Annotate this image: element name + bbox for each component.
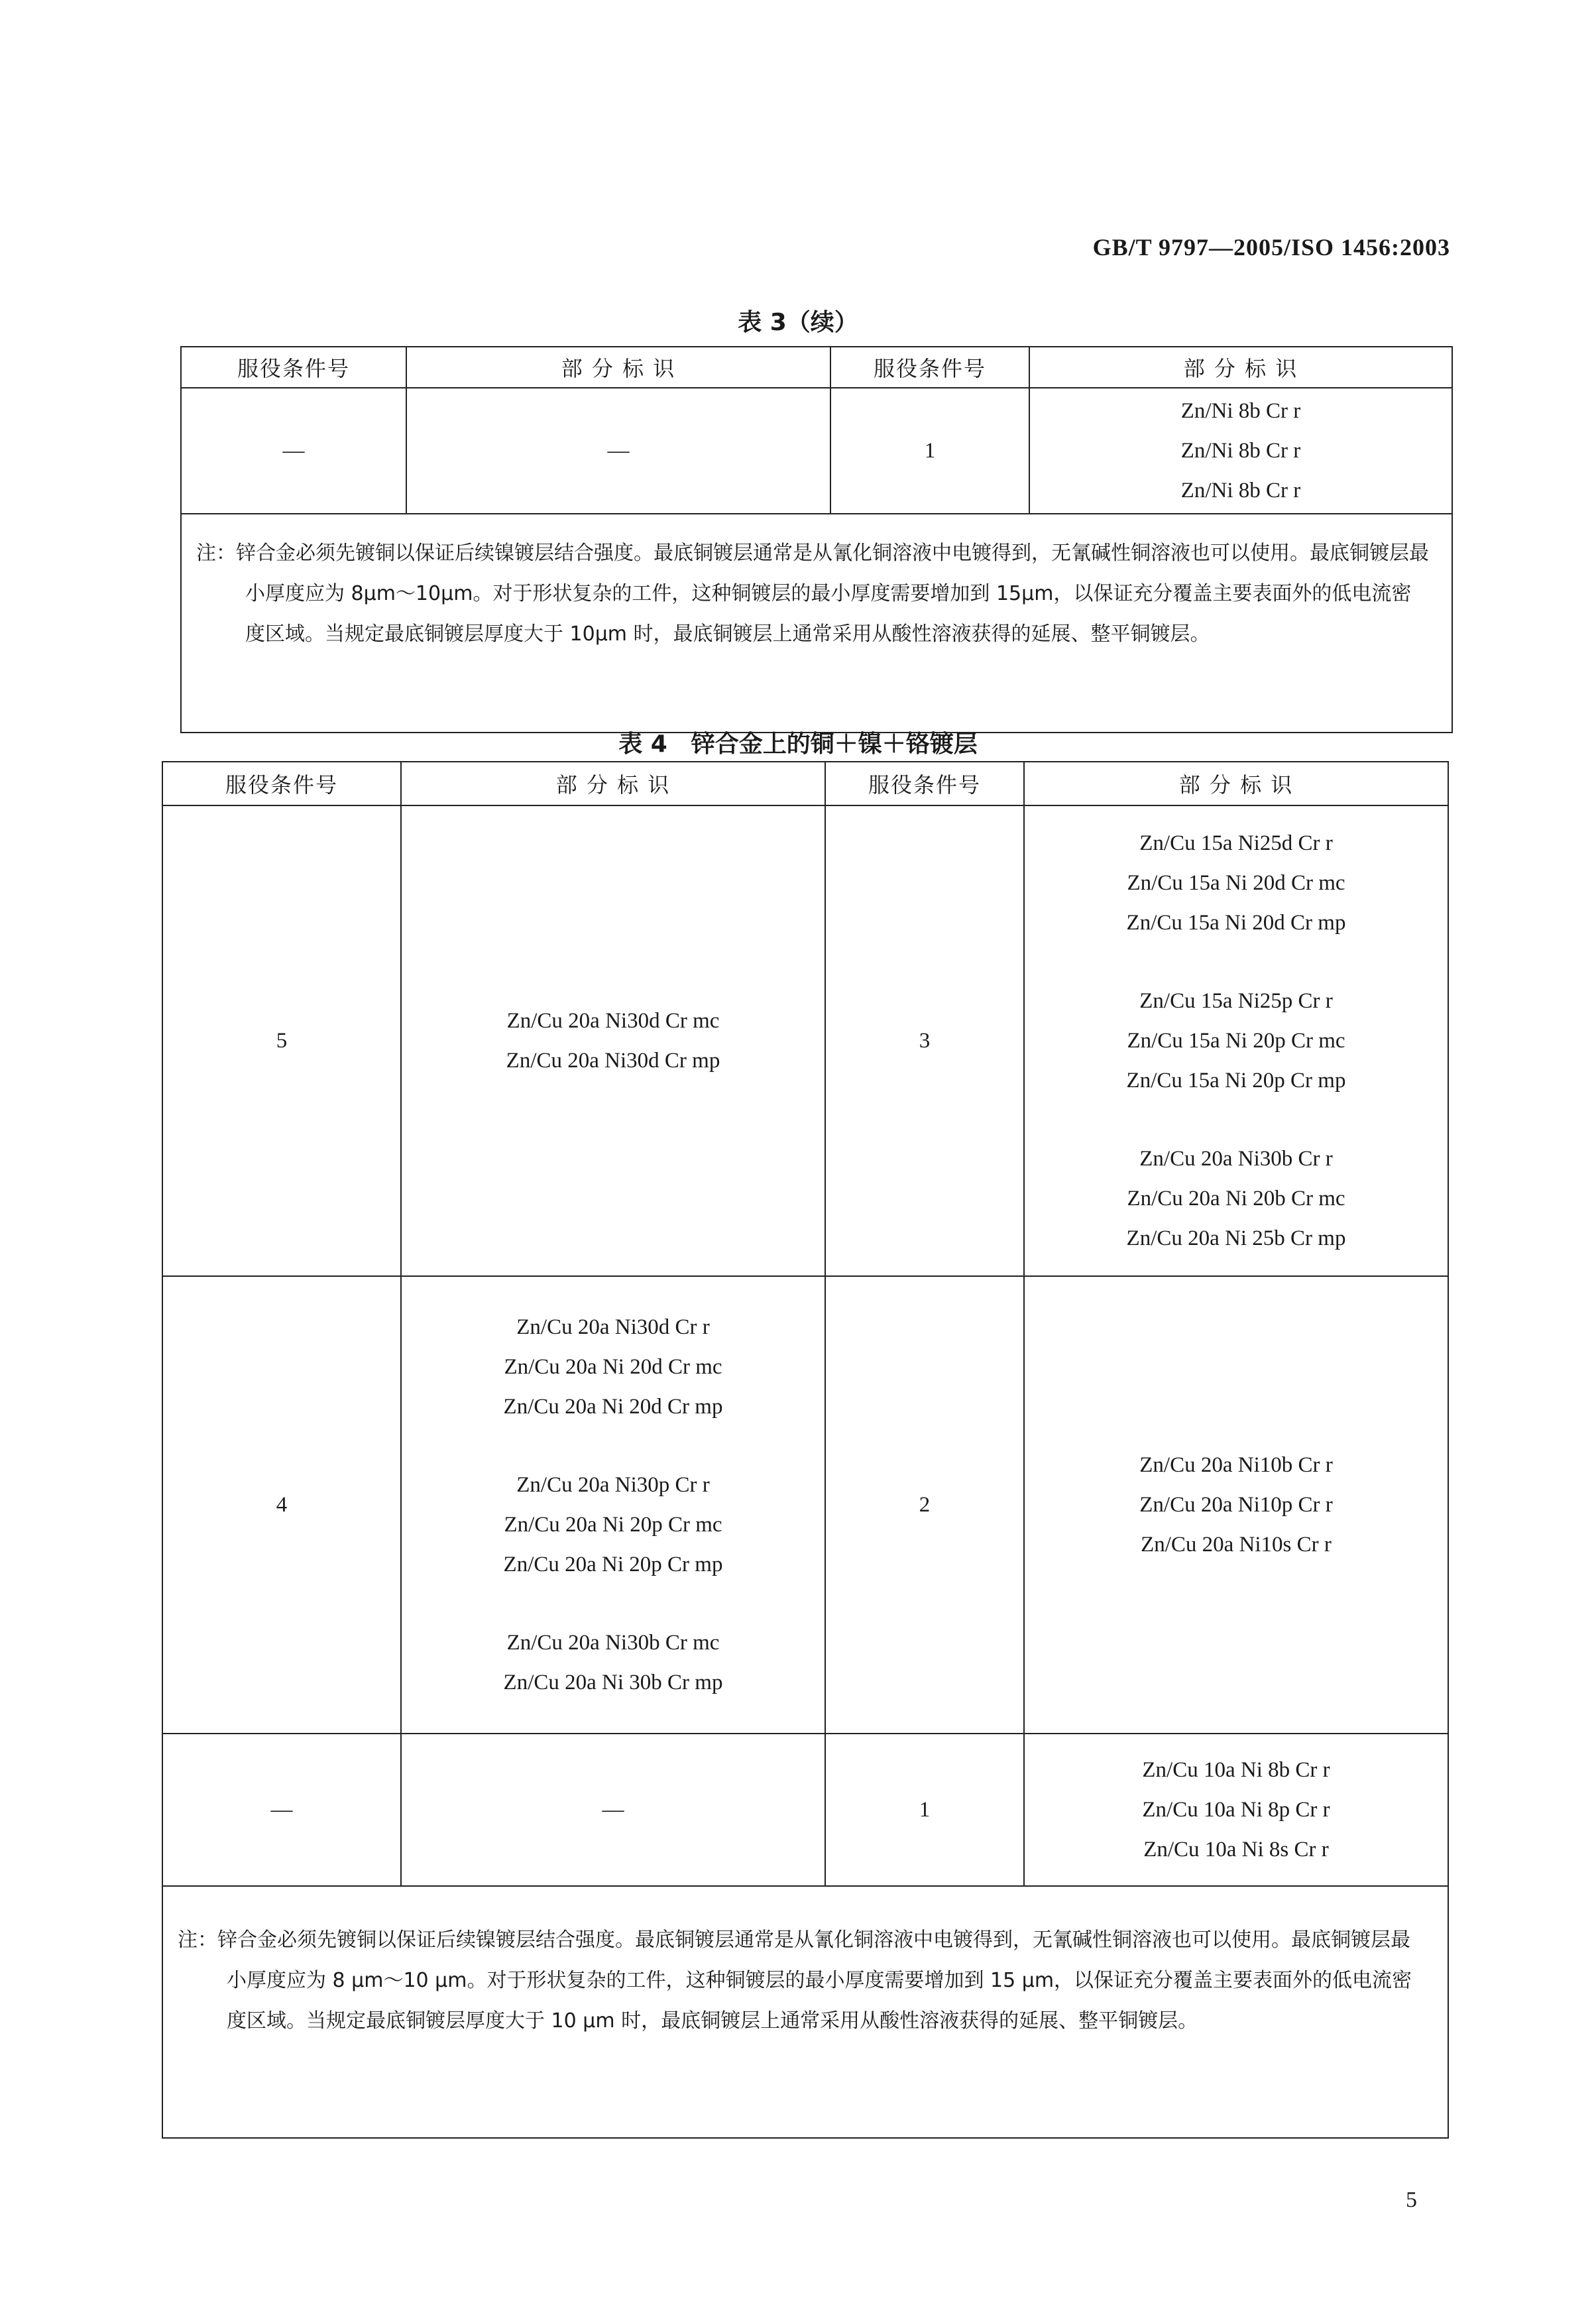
designation-line: Zn/Cu 10a Ni 8s Cr r — [1143, 1838, 1329, 1862]
table3-caption: 表 3（续） — [738, 309, 858, 336]
table3 — [180, 346, 1453, 733]
table3-left-designation: — — [406, 388, 830, 514]
table4-row3-right-service-condition: 1 — [825, 1734, 1024, 1886]
designation-group — [402, 1001, 825, 1081]
table3-header-service-condition-left: 服役条件号 — [181, 347, 406, 388]
designation-line: Zn/Cu 15a Ni 20d Cr mc — [1127, 871, 1345, 895]
table4-row3-right-designation — [1024, 1734, 1448, 1886]
designation-line: Zn/Cu 20a Ni 20b Cr mc — [1127, 1187, 1345, 1211]
designation-line: Zn/Cu 20a Ni30b Cr mc — [506, 1631, 720, 1655]
designation-line: Zn/Cu 20a Ni 30b Cr mp — [503, 1671, 723, 1694]
table4-row1-right-designation — [1024, 805, 1448, 1276]
designation-line: Zn/Cu 20a Ni30d Cr mp — [506, 1049, 720, 1073]
table3-header-partial-designation-left: 部 分 标 识 — [406, 347, 830, 388]
designation-line: Zn/Cu 15a Ni25d Cr r — [1139, 831, 1333, 855]
table4-row3-left-service-condition: — — [162, 1734, 401, 1886]
designation-line: Zn/Ni 8b Cr r — [1180, 479, 1301, 503]
designation-line: Zn/Cu 20a Ni30d Cr r — [516, 1315, 710, 1339]
table4-row1-left-designation — [401, 805, 825, 1276]
designation-line: Zn/Cu 20a Ni 20d Cr mp — [503, 1395, 723, 1419]
designation-group — [402, 1307, 825, 1427]
designation-line: Zn/Cu 10a Ni 8p Cr r — [1142, 1798, 1330, 1822]
designation-group — [1025, 823, 1448, 943]
table4-row1-left-service-condition: 5 — [162, 805, 401, 1276]
table4-row3-left-designation: — — [401, 1734, 825, 1886]
designation-line: Zn/Cu 20a Ni30d Cr mc — [506, 1009, 720, 1033]
designation-line: Zn/Cu 20a Ni10s Cr r — [1141, 1533, 1332, 1557]
designation-line: Zn/Cu 20a Ni 20p Cr mp — [503, 1553, 723, 1576]
table4-row2-right-service-condition: 2 — [825, 1276, 1024, 1734]
table4-caption: 表 4 锌合金上的铜＋镍＋铬镀层 — [618, 731, 978, 758]
table3-header-service-condition-right: 服役条件号 — [830, 347, 1029, 388]
designation-line: Zn/Cu 15a Ni25p Cr r — [1139, 989, 1333, 1013]
standard-number: GB/T 9797—2005/ISO 1456:2003 — [1092, 234, 1450, 261]
designation-line: Zn/Cu 20a Ni 25b Cr mp — [1126, 1226, 1346, 1250]
designation-line: Zn/Cu 15a Ni 20d Cr mp — [1126, 911, 1346, 935]
table4 — [162, 761, 1449, 2139]
table4-header-service-condition-left: 服役条件号 — [162, 762, 401, 805]
table4-row2-left-designation — [401, 1276, 825, 1734]
table4-header-service-condition-right: 服役条件号 — [825, 762, 1024, 805]
designation-line: Zn/Cu 20a Ni 20p Cr mc — [504, 1513, 722, 1537]
designation-group — [1025, 1445, 1448, 1565]
designation-line: Zn/Cu 20a Ni30p Cr r — [516, 1473, 710, 1497]
designation-line: Zn/Cu 20a Ni 20d Cr mc — [504, 1355, 722, 1379]
designation-group — [402, 1465, 825, 1584]
table4-header-partial-designation-left: 部 分 标 识 — [401, 762, 825, 805]
designation-line: Zn/Cu 20a Ni10p Cr r — [1139, 1493, 1333, 1517]
designation-group — [1025, 981, 1448, 1100]
table3-left-service-condition: — — [181, 388, 406, 514]
designation-line: Zn/Cu 20a Ni10b Cr r — [1139, 1453, 1333, 1477]
designation-line: Zn/Cu 15a Ni 20p Cr mc — [1127, 1029, 1345, 1053]
table3-header-partial-designation-right: 部 分 标 识 — [1029, 347, 1452, 388]
table3-note: 注：锌合金必须先镀铜以保证后续镍镀层结合强度。最底铜镀层通常是从氰化铜溶液中电镀得到，无氰碱性铜溶液也可以使用。最底铜镀层最小厚度应为 8μm～10μm。对于形状复杂的工件，这种铜镀层的最小厚度需要增加到 15μm，以保证充分覆盖主要表面外的低电流密度区域。当规定最底铜镀层厚度大于 10μm 时，最底铜镀层上通常采用从酸性溶液获得的延展、整平铜镀层。 — [181, 514, 1452, 733]
designation-group — [1025, 1139, 1448, 1258]
table3-right-service-condition: 1 — [830, 388, 1029, 514]
table3-right-designation — [1029, 388, 1452, 514]
table4-row1-right-service-condition: 3 — [825, 805, 1024, 1276]
designation-group — [402, 1623, 825, 1702]
table4-row2-left-service-condition: 4 — [162, 1276, 401, 1734]
designation-line: Zn/Cu 10a Ni 8b Cr r — [1142, 1758, 1330, 1782]
designation-line: Zn/Cu 20a Ni30b Cr r — [1139, 1147, 1333, 1171]
designation-line: Zn/Cu 15a Ni 20p Cr mp — [1126, 1069, 1346, 1093]
page-number: 5 — [1406, 2188, 1417, 2212]
table4-header-partial-designation-right: 部 分 标 识 — [1024, 762, 1448, 805]
table4-row2-right-designation — [1024, 1276, 1448, 1734]
designation-line: Zn/Ni 8b Cr r — [1180, 399, 1301, 423]
table4-note: 注：锌合金必须先镀铜以保证后续镍镀层结合强度。最底铜镀层通常是从氰化铜溶液中电镀得到，无氰碱性铜溶液也可以使用。最底铜镀层最小厚度应为 8 μm～10 μm。对于形状复杂的工件，这种铜镀层的最小厚度需要增加到 15 μm，以保证充分覆盖主要表面外的低电流密度区域。当规定最底铜镀层厚度大于 10 μm 时，最底铜镀层上通常采用从酸性溶液获得的延展、整平铜镀层。 — [162, 1886, 1448, 2138]
designation-line: Zn/Ni 8b Cr r — [1180, 439, 1301, 463]
